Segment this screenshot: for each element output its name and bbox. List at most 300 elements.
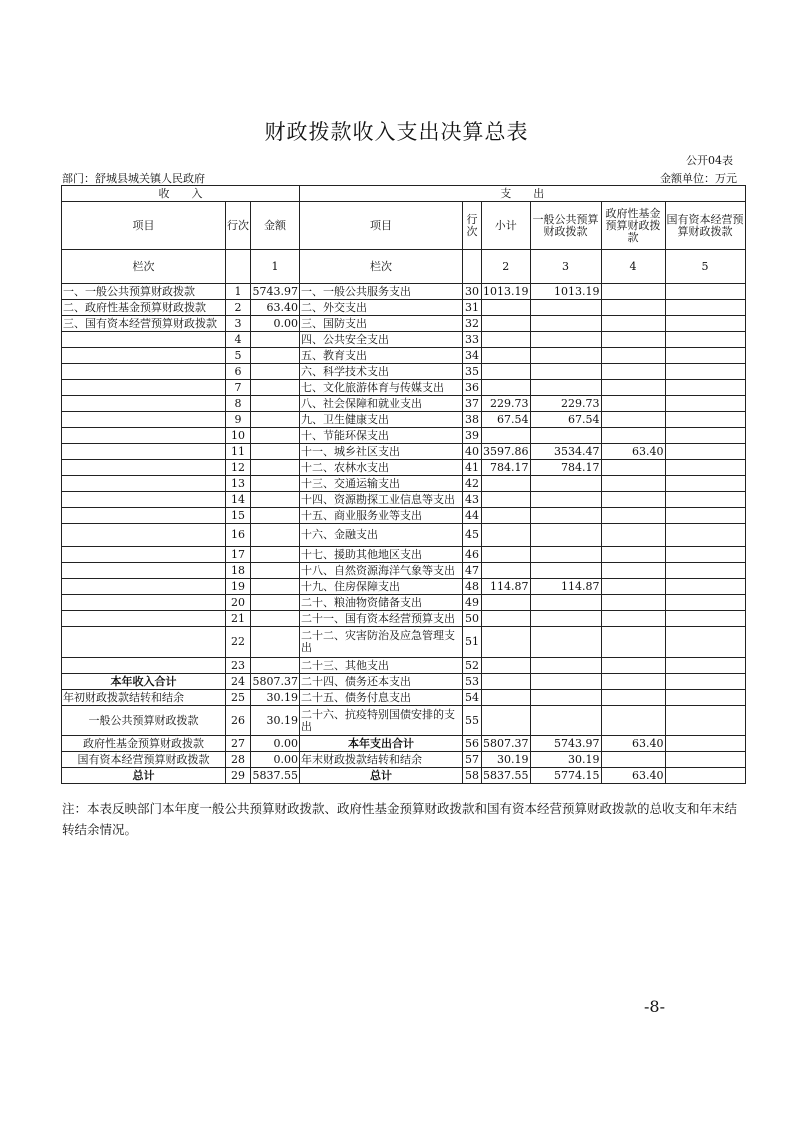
income-line-cell: 3 <box>226 316 251 332</box>
expense-line-cell: 47 <box>463 563 482 579</box>
expense-line-cell: 44 <box>463 508 482 524</box>
state-capital-cell <box>665 658 745 674</box>
subtotal-cell: 5837.55 <box>483 768 529 782</box>
table-row <box>62 611 746 627</box>
subtotal-cell: 784.17 <box>482 460 531 476</box>
expense-item-cell: 二十二、灾害防治及应急管理支出 <box>300 627 463 658</box>
state-capital-cell <box>665 563 745 579</box>
table-row <box>62 736 746 752</box>
general-budget-header: 一般公共预算财政拨款 <box>530 202 601 250</box>
expense-item-cell: 二十六、抗疫特别国债安排的支出 <box>300 706 463 736</box>
subtotal-cell <box>482 492 531 508</box>
expense-line-cell: 42 <box>463 476 482 492</box>
state-capital-cell <box>665 412 745 428</box>
expense-item-cell: 三、国防支出 <box>300 316 463 332</box>
income-line-cell: 15 <box>226 508 251 524</box>
general-budget-cell <box>530 348 601 364</box>
income-line-cell: 22 <box>226 627 251 658</box>
state-capital-cell <box>665 595 745 611</box>
fund-budget-cell <box>601 492 665 508</box>
expense-line-cell: 31 <box>463 300 482 316</box>
expense-item-cell: 五、教育支出 <box>300 348 463 364</box>
income-item-cell <box>62 332 226 348</box>
table-row <box>62 348 746 364</box>
column-number: 3 <box>530 250 601 284</box>
subtotal-cell: 67.54 <box>482 412 531 428</box>
expense-line-cell: 38 <box>463 412 482 428</box>
expense-line-cell: 46 <box>463 547 482 563</box>
column-label: 栏次 <box>62 250 226 284</box>
subtotal-cell: 30.19 <box>482 752 531 768</box>
subtotal-cell <box>482 364 531 380</box>
income-line-cell: 12 <box>226 460 251 476</box>
general-budget-cell <box>530 476 601 492</box>
expense-line-cell: 52 <box>463 658 482 674</box>
state-capital-cell <box>665 476 745 492</box>
expense-item-cell: 十九、住房保障支出 <box>300 579 463 595</box>
income-line-cell: 16 <box>226 524 251 547</box>
income-amount-cell: 0.00 <box>251 736 300 752</box>
income-line-cell: 27 <box>226 736 251 752</box>
state-capital-cell <box>665 460 745 476</box>
expense-item-cell: 二十五、债务付息支出 <box>300 690 463 706</box>
subtotal-cell <box>482 611 531 627</box>
expense-item-cell: 二十一、国有资本经营预算支出 <box>300 611 463 627</box>
subtotal-cell <box>482 627 531 658</box>
column-number: 2 <box>482 250 531 284</box>
general-budget-cell <box>530 611 601 627</box>
expense-line-cell: 57 <box>463 752 482 768</box>
income-item-cell <box>62 428 226 444</box>
expense-line-cell: 37 <box>463 396 482 412</box>
subtotal-cell: 3597.86 <box>483 444 529 458</box>
income-item-cell: 政府性基金预算财政拨款 <box>62 736 226 752</box>
income-line-cell: 14 <box>226 492 251 508</box>
expense-item-cell: 十三、交通运输支出 <box>300 476 463 492</box>
general-budget-cell <box>530 332 601 348</box>
fund-budget-cell <box>601 476 665 492</box>
fund-budget-cell <box>601 460 665 476</box>
general-budget-cell <box>530 595 601 611</box>
general-budget-cell: 1013.19 <box>530 284 601 300</box>
expense-item-cell: 十四、资源勘探工业信息等支出 <box>300 492 463 508</box>
expense-line-cell: 30 <box>463 284 482 300</box>
income-amount-cell <box>251 563 300 579</box>
expense-line-cell: 56 <box>463 736 482 752</box>
expense-item-cell: 十八、自然资源海洋气象等支出 <box>300 563 463 579</box>
subtotal-cell <box>482 706 531 736</box>
state-capital-cell <box>665 524 745 547</box>
table-row <box>62 547 746 563</box>
income-line-cell: 11 <box>226 444 251 460</box>
income-item-cell: 年初财政拨款结转和结余 <box>62 690 226 706</box>
income-amount-cell: 30.19 <box>251 690 300 706</box>
table-row <box>62 579 746 595</box>
general-budget-cell: 784.17 <box>530 460 601 476</box>
column-label: 栏次 <box>300 250 463 284</box>
income-line-cell: 2 <box>226 300 251 316</box>
income-item-cell <box>62 364 226 380</box>
income-amount-cell <box>251 611 300 627</box>
expense-line-cell: 35 <box>463 364 482 380</box>
fund-budget-header: 政府性基金预算财政拨款 <box>601 202 665 250</box>
income-amount-cell <box>251 460 300 476</box>
income-amount-cell <box>251 380 300 396</box>
income-item-cell <box>62 476 226 492</box>
table-row <box>62 380 746 396</box>
subtotal-cell <box>482 547 531 563</box>
subtotal-cell <box>482 658 531 674</box>
income-section-header: 收 入 <box>62 186 300 202</box>
expense-line-cell: 53 <box>463 674 482 690</box>
subtotal-cell <box>482 348 531 364</box>
fund-budget-cell <box>601 706 665 736</box>
state-capital-cell <box>665 690 745 706</box>
expense-line-cell: 48 <box>463 579 482 595</box>
table-row <box>62 332 746 348</box>
income-line-cell: 24 <box>226 674 251 690</box>
table-row <box>62 300 746 316</box>
state-capital-cell <box>665 300 745 316</box>
table-row <box>62 316 746 332</box>
income-line-cell: 4 <box>226 332 251 348</box>
income-amount-cell <box>251 658 300 674</box>
expense-item-cell: 二、外交支出 <box>300 300 463 316</box>
table-row <box>62 524 746 547</box>
income-amount-cell <box>251 332 300 348</box>
page-number: -8- <box>644 997 665 1016</box>
expense-item-cell: 八、社会保障和就业支出 <box>300 396 463 412</box>
table-row <box>62 396 746 412</box>
expense-item-cell: 二十四、债务还本支出 <box>300 674 463 690</box>
fiscal-summary-table <box>61 185 746 784</box>
table-row <box>62 690 746 706</box>
income-item-cell: 本年收入合计 <box>62 674 226 690</box>
expense-item-cell: 十一、城乡社区支出 <box>300 444 463 460</box>
general-budget-cell <box>530 658 601 674</box>
income-line-cell: 20 <box>226 595 251 611</box>
expense-item-cell: 十二、农林水支出 <box>300 460 463 476</box>
table-row <box>62 768 746 784</box>
income-item-cell <box>62 460 226 476</box>
subtotal-cell: 5807.37 <box>483 736 529 750</box>
fund-budget-cell <box>601 674 665 690</box>
column-blank <box>463 250 482 284</box>
fund-budget-cell <box>601 611 665 627</box>
income-line-cell: 9 <box>226 412 251 428</box>
subtotal-cell <box>482 508 531 524</box>
income-line-cell: 5 <box>226 348 251 364</box>
expense-line-cell: 36 <box>463 380 482 396</box>
expense-item-header: 项目 <box>300 202 463 250</box>
table-row <box>62 460 746 476</box>
income-item-cell <box>62 348 226 364</box>
state-capital-cell <box>665 364 745 380</box>
general-budget-cell <box>530 508 601 524</box>
fund-budget-cell <box>601 412 665 428</box>
income-item-cell <box>62 595 226 611</box>
expense-line-cell: 40 <box>463 444 482 460</box>
state-capital-cell <box>665 492 745 508</box>
table-row <box>62 658 746 674</box>
income-line-header: 行次 <box>226 202 251 250</box>
income-amount-cell <box>251 444 300 460</box>
table-row <box>62 752 746 768</box>
fund-budget-cell <box>601 579 665 595</box>
fund-budget-cell <box>601 364 665 380</box>
page-title: 财政拨款收入支出决算总表 <box>264 120 529 144</box>
income-amount-cell <box>251 476 300 492</box>
state-capital-cell <box>665 348 745 364</box>
state-capital-cell <box>665 674 745 690</box>
state-capital-cell <box>665 396 745 412</box>
fund-budget-cell <box>601 752 665 768</box>
general-budget-cell <box>530 706 601 736</box>
income-item-cell <box>62 627 226 658</box>
expense-item-cell: 四、公共安全支出 <box>300 332 463 348</box>
general-budget-cell <box>530 300 601 316</box>
table-row <box>62 627 746 658</box>
income-line-cell: 28 <box>226 752 251 768</box>
expense-line-cell: 50 <box>463 611 482 627</box>
income-amount-cell: 0.00 <box>251 316 300 332</box>
income-amount-cell <box>251 524 300 547</box>
income-line-cell: 26 <box>226 706 251 736</box>
expense-line-cell: 54 <box>463 690 482 706</box>
subtotal-cell <box>482 300 531 316</box>
general-budget-cell <box>530 492 601 508</box>
general-budget-cell <box>530 690 601 706</box>
table-row <box>62 706 746 736</box>
income-item-cell <box>62 492 226 508</box>
subtotal-cell <box>482 316 531 332</box>
income-item-cell <box>62 524 226 547</box>
table-row <box>62 674 746 690</box>
income-line-cell: 23 <box>226 658 251 674</box>
income-item-cell: 总计 <box>62 768 226 784</box>
expense-item-cell: 二十三、其他支出 <box>300 658 463 674</box>
general-budget-cell: 5743.97 <box>530 736 601 752</box>
general-budget-cell <box>530 547 601 563</box>
income-line-cell: 19 <box>226 579 251 595</box>
general-budget-cell: 30.19 <box>530 752 601 768</box>
fund-budget-cell <box>601 508 665 524</box>
income-amount-cell: 63.40 <box>251 300 300 316</box>
expense-line-cell: 34 <box>463 348 482 364</box>
expense-line-cell: 41 <box>463 460 482 476</box>
general-budget-cell <box>530 674 601 690</box>
fund-budget-cell <box>601 300 665 316</box>
income-item-cell: 一、一般公共预算财政拨款 <box>62 284 226 300</box>
income-item-cell <box>62 508 226 524</box>
state-capital-cell <box>665 547 745 563</box>
income-item-cell: 二、政府性基金预算财政拨款 <box>62 300 226 316</box>
state-capital-cell <box>665 768 745 784</box>
income-line-cell: 6 <box>226 364 251 380</box>
income-line-cell: 10 <box>226 428 251 444</box>
subtotal-cell: 1013.19 <box>483 284 529 298</box>
state-capital-header: 国有资本经营预算财政拨款 <box>665 202 745 250</box>
general-budget-cell <box>530 524 601 547</box>
fund-budget-cell <box>601 316 665 332</box>
general-budget-cell <box>530 380 601 396</box>
general-budget-cell <box>530 627 601 658</box>
expense-item-cell: 六、科学技术支出 <box>300 364 463 380</box>
expense-item-cell: 年末财政拨款结转和结余 <box>300 752 463 768</box>
expense-item-cell: 七、文化旅游体育与传媒支出 <box>300 380 463 396</box>
income-line-cell: 18 <box>226 563 251 579</box>
income-item-cell: 三、国有资本经营预算财政拨款 <box>62 316 226 332</box>
expense-line-cell: 43 <box>463 492 482 508</box>
income-amount-cell <box>251 364 300 380</box>
income-item-cell <box>62 396 226 412</box>
state-capital-cell <box>665 508 745 524</box>
expense-line-cell: 33 <box>463 332 482 348</box>
state-capital-cell <box>665 428 745 444</box>
income-item-cell <box>62 444 226 460</box>
table-row <box>62 412 746 428</box>
income-line-cell: 25 <box>226 690 251 706</box>
income-amount-cell <box>251 579 300 595</box>
income-amount-cell <box>251 492 300 508</box>
income-amount-cell <box>251 547 300 563</box>
income-item-cell <box>62 611 226 627</box>
table-row <box>62 508 746 524</box>
state-capital-cell <box>665 752 745 768</box>
subtotal-cell <box>482 595 531 611</box>
expense-line-cell: 32 <box>463 316 482 332</box>
fund-budget-cell <box>601 627 665 658</box>
income-line-cell: 29 <box>226 768 251 784</box>
department-label: 部门：舒城县城关镇人民政府 <box>62 172 205 185</box>
subtotal-cell <box>482 674 531 690</box>
income-amount-cell <box>251 508 300 524</box>
expense-section-header: 支 出 <box>300 186 746 202</box>
state-capital-cell <box>665 579 745 595</box>
income-amount-cell: 5807.37 <box>252 674 298 688</box>
subtotal-cell <box>482 380 531 396</box>
state-capital-cell <box>665 380 745 396</box>
state-capital-cell <box>665 611 745 627</box>
income-item-cell <box>62 658 226 674</box>
state-capital-cell <box>665 627 745 658</box>
column-number: 4 <box>601 250 665 284</box>
income-amount-cell <box>251 396 300 412</box>
expense-item-cell: 十五、商业服务业等支出 <box>300 508 463 524</box>
column-number: 1 <box>251 250 300 284</box>
fund-budget-cell: 63.40 <box>601 444 665 460</box>
income-amount-cell <box>251 595 300 611</box>
income-item-cell <box>62 563 226 579</box>
fund-budget-cell <box>601 284 665 300</box>
income-item-cell <box>62 380 226 396</box>
state-capital-cell <box>665 316 745 332</box>
income-item-cell <box>62 579 226 595</box>
column-number: 5 <box>665 250 745 284</box>
amount-unit-label: 金额单位：万元 <box>660 172 737 185</box>
income-item-cell: 国有资本经营预算财政拨款 <box>62 752 226 768</box>
subtotal-cell <box>482 524 531 547</box>
general-budget-cell: 67.54 <box>530 412 601 428</box>
state-capital-cell <box>665 706 745 736</box>
general-budget-cell: 229.73 <box>530 396 601 412</box>
income-line-cell: 1 <box>226 284 251 300</box>
table-row <box>62 595 746 611</box>
general-budget-cell: 3534.47 <box>530 444 601 460</box>
expense-line-cell: 49 <box>463 595 482 611</box>
table-row <box>62 444 746 460</box>
general-budget-cell: 5774.15 <box>530 768 601 784</box>
income-amount-cell <box>251 412 300 428</box>
table-row <box>62 364 746 380</box>
column-blank <box>226 250 251 284</box>
subtotal-cell <box>482 690 531 706</box>
state-capital-cell <box>665 444 745 460</box>
general-budget-cell <box>530 316 601 332</box>
subtotal-header: 小计 <box>482 202 531 250</box>
income-item-cell: 一般公共预算财政拨款 <box>62 706 226 736</box>
general-budget-cell: 114.87 <box>530 579 601 595</box>
fund-budget-cell <box>601 428 665 444</box>
income-line-cell: 8 <box>226 396 251 412</box>
income-amount-cell: 5837.55 <box>252 768 298 782</box>
expense-item-cell: 一、一般公共服务支出 <box>300 284 463 300</box>
subtotal-cell: 229.73 <box>482 396 531 412</box>
state-capital-cell <box>665 284 745 300</box>
footnote: 注：本表反映部门本年度一般公共预算财政拨款、政府性基金预算财政拨款和国有资本经营预算财政拨款的总收支和年末结转结余情况。 <box>62 801 738 837</box>
fund-budget-cell <box>601 690 665 706</box>
table-row <box>62 428 746 444</box>
income-amount-cell <box>251 428 300 444</box>
table-row <box>62 476 746 492</box>
expense-line-cell: 51 <box>463 627 482 658</box>
expense-line-cell: 45 <box>463 524 482 547</box>
expense-line-header: 行次 <box>463 202 482 250</box>
fund-budget-cell <box>601 524 665 547</box>
general-budget-cell <box>530 428 601 444</box>
income-line-cell: 13 <box>226 476 251 492</box>
state-capital-cell <box>665 736 745 752</box>
income-line-cell: 7 <box>226 380 251 396</box>
general-budget-cell <box>530 563 601 579</box>
income-amount-cell <box>251 627 300 658</box>
income-item-header: 项目 <box>62 202 226 250</box>
income-amount-cell <box>251 348 300 364</box>
expense-item-cell: 十六、金融支出 <box>300 524 463 547</box>
fund-budget-cell <box>601 547 665 563</box>
subtotal-cell <box>482 563 531 579</box>
expense-item-cell: 二十、粮油物资储备支出 <box>300 595 463 611</box>
fund-budget-cell <box>601 380 665 396</box>
fund-budget-cell <box>601 332 665 348</box>
income-item-cell <box>62 547 226 563</box>
fund-budget-cell <box>601 348 665 364</box>
expense-item-cell: 九、卫生健康支出 <box>300 412 463 428</box>
fund-budget-cell: 63.40 <box>601 736 665 752</box>
expense-line-cell: 58 <box>463 768 482 784</box>
subtotal-cell <box>482 332 531 348</box>
fund-budget-cell <box>601 595 665 611</box>
subtotal-cell: 114.87 <box>482 579 531 595</box>
income-amount-cell: 5743.97 <box>252 284 298 298</box>
income-line-cell: 17 <box>226 547 251 563</box>
expense-item-cell: 本年支出合计 <box>300 736 463 752</box>
subtotal-cell <box>482 428 531 444</box>
income-item-cell <box>62 412 226 428</box>
income-amount-header: 金额 <box>251 202 300 250</box>
expense-line-cell: 55 <box>463 706 482 736</box>
table-row <box>62 492 746 508</box>
